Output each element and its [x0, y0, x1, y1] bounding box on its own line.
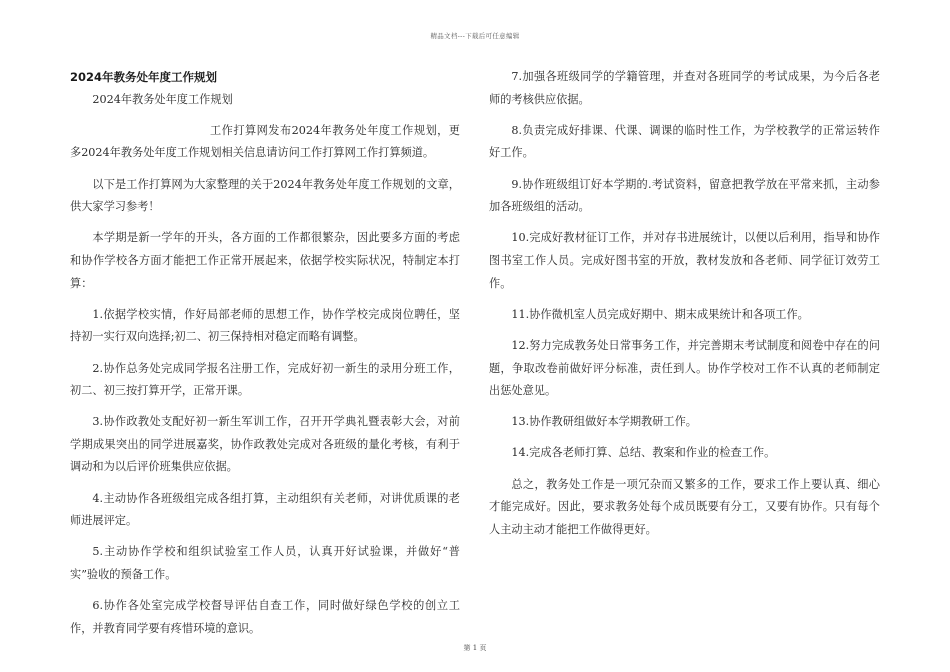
- plan-item-4: 4.主动协作各班级组完成各组打算，主动组织有关老师，对讲优质课的老师进展评定。: [70, 491, 460, 528]
- paragraph-overview: 本学期是新一学年的开头，各方面的工作都很繁杂，因此要多方面的考虑和协作学校各方面才能把工作正常开展起来，依据学校实际状况，特制定本打算：: [70, 231, 460, 290]
- paragraph-conclusion: 总之，教务处工作是一项冗杂而又繁多的工作，要求工作上要认真、细心才能完成好。因此，要求教务处每个成员既要有分工，又要有协作。只有每个人主动主动才能把工作做得更好。: [489, 477, 880, 536]
- document-title: 2024年教务处年度工作规划: [70, 70, 218, 84]
- paragraph-intro: 以下是工作打算网为大家整理的关于2024年教务处年度工作规划的文章，供大家学习参考！: [70, 177, 460, 214]
- plan-item-2: 2.协作总务处完成同学报名注册工作，完成好初一新生的录用分班工作，初二、初三按打算开学，正常开课。: [70, 361, 460, 398]
- left-column: [70, 66, 460, 649]
- plan-item-5: 5.主动协作学校和组织试验室工作人员，认真开好试验课，并做好“普实”验收的预备工作。: [70, 545, 460, 582]
- plan-item-6: 6.协作各处室完成学校督导评估自查工作，同时做好绿色学校的创立工作，并教育同学要有疼惜环境的意识。: [70, 599, 460, 635]
- plan-item-13: 13.协作教研组做好本学期教研工作。: [511, 415, 697, 429]
- plan-item-7: 7.加强各班级同学的学籍管理，并查对各班同学的考试成果，为今后各老师的考核供应依据。: [489, 70, 880, 106]
- plan-item-3: 3.协作政教处支配好初一新生军训工作，召开开学典礼暨表彰大会，对前学期成果突出的同学进展嘉奖，协作政教处完成对各班级的量化考核，有利于调动和为以后评价班集供应依据。: [70, 415, 460, 474]
- page-number: 第 1 页: [463, 644, 487, 652]
- plan-item-8: 8.负责完成好排课、代课、调课的临时性工作，为学校教学的正常运转作好工作。: [489, 123, 880, 160]
- source-note: 工作打算网发布2024年教务处年度工作规划，更多2024年教务处年度工作规划相关信息请访问工作打算网工作打算频道。: [70, 123, 460, 160]
- plan-item-12: 12.努力完成教务处日常事务工作，并完善期末考试制度和阅卷中存在的问题，争取改卷前做好评分标准，责任到人。协作学校对工作不认真的老师制定出惩处意见。: [489, 338, 880, 398]
- plan-item-11: 11.协作微机室人员完成好期中、期末成果统计和各项工作。: [511, 307, 809, 321]
- document-subtitle: 2024年教务处年度工作规划: [92, 92, 233, 106]
- plan-item-14: 14.完成各老师打算、总结、教案和作业的检查工作。: [511, 446, 776, 460]
- right-column: [489, 66, 880, 550]
- plan-item-10: 10.完成好教材征订工作，并对存书进展统计，以便以后利用，指导和协作图书室工作人员。完成好图书室的开放，教材发放和各老师、同学征订效劳工作。: [489, 231, 880, 290]
- plan-item-1: 1.依据学校实情，作好局部老师的思想工作，协作学校完成岗位聘任，坚持初一实行双向选择;初二、初三保持相对稳定而略有调整。: [70, 307, 460, 344]
- page-header: 精品文档---下载后可任意编辑: [430, 32, 520, 40]
- plan-item-9: 9.协作班级组订好本学期的.考试资料，留意把教学放在平常来抓，主动参加各班级组的活动。: [489, 177, 880, 214]
